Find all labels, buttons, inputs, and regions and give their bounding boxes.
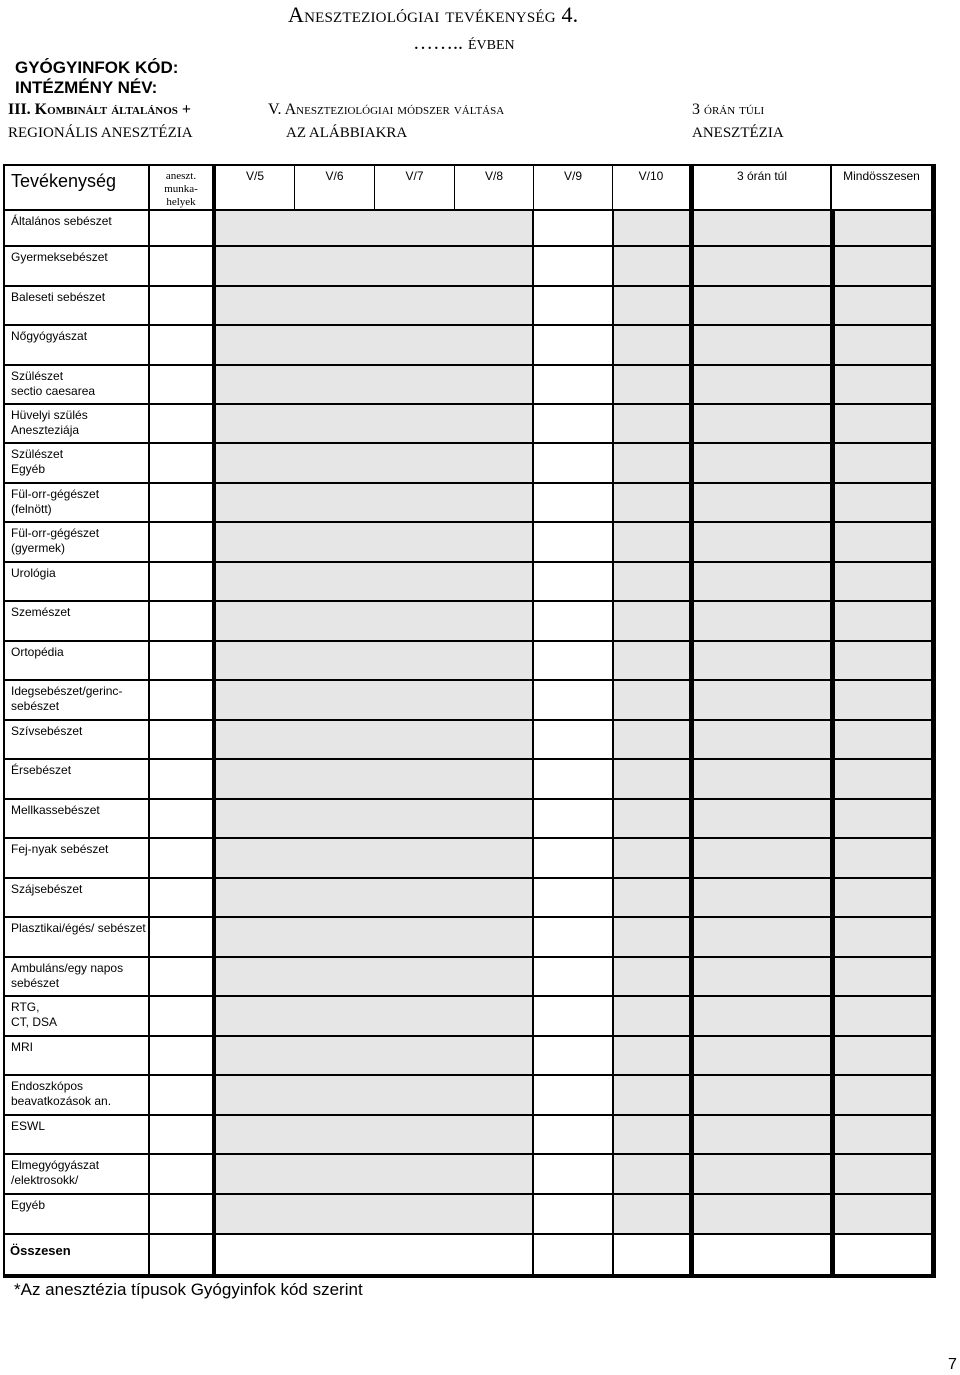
workplaces-cell [150,721,212,758]
cell-v9 [534,958,612,995]
cell-v5-v8 [216,642,532,679]
row-label [5,800,148,837]
cell-v9 [534,287,612,324]
cell-total [835,839,931,877]
row-label-line: CT, DSA [11,1015,58,1029]
cell-total [835,918,931,956]
cell-v5-v8 [216,997,532,1035]
workplaces-cell [150,800,212,837]
row-label [5,1195,148,1233]
cell-total [835,800,931,837]
cell-v10 [614,997,689,1035]
cell-v10 [614,602,689,640]
cell-over-3h [694,760,830,798]
cell-v9 [534,602,612,640]
cell-total [835,366,931,403]
workplaces-cell [150,1037,212,1074]
cell-v5-v8 [216,839,532,877]
row-label-line: Szájsebészet [11,882,83,896]
cell-v10 [614,721,689,758]
cell-over-3h [694,681,830,719]
cell-total [835,287,931,324]
total-workplaces [150,1235,212,1274]
cell-v10 [614,879,689,916]
row-label-line: Urológia [11,566,56,580]
workplaces-cell [150,1076,212,1114]
cell-v9 [534,918,612,956]
cell-v9 [534,642,612,679]
header-column-6: V/10 [613,166,689,209]
cell-over-3h [694,642,830,679]
row-label [5,326,148,364]
cell-over-3h [694,800,830,837]
cell-v5-v8 [216,918,532,956]
cell-total [835,1037,931,1074]
gyoginfok-code-label: GYÓGYINFOK KÓD: [15,58,179,77]
cell-v10 [614,523,689,561]
cell-over-3h [694,563,830,600]
cell-v5-v8 [216,721,532,758]
workplaces-line: helyek [166,196,196,208]
cell-total [835,563,931,600]
cell-v5-v8 [216,444,532,482]
workplaces-cell [150,484,212,521]
cell-v5-v8 [216,247,532,285]
row-label-line: Gyermeksebészet [11,250,108,264]
total-v5-v8 [216,1235,532,1274]
cell-v5-v8 [216,405,532,442]
row-label-line: sebészet [11,699,60,713]
row-label-line: Nőgyógyászat [11,329,88,343]
cell-v9 [534,800,612,837]
total-v9 [534,1235,612,1274]
cell-over-3h [694,602,830,640]
cell-v10 [614,366,689,403]
row-label-line: Szülészet [11,447,64,461]
row-label [5,879,148,916]
cell-total [835,444,931,482]
row-label [5,681,148,719]
cell-total [835,523,931,561]
cell-total [835,642,931,679]
row-label-line: sectio caesarea [11,384,96,398]
cell-over-3h [694,1037,830,1074]
row-label-line: Egyéb [11,1198,46,1212]
row-label-line: Mellkassebészet [11,803,100,817]
cell-total [835,721,931,758]
page-number: 7 [948,1356,957,1373]
row-label [5,484,148,521]
row-label-line: Szülészet [11,369,64,383]
cell-v5-v8 [216,326,532,364]
row-label [5,760,148,798]
cell-over-3h [694,484,830,521]
cell-v5-v8 [216,366,532,403]
cell-v5-v8 [216,563,532,600]
cell-v10 [614,1195,689,1233]
workplaces-cell [150,642,212,679]
workplaces-cell [150,1116,212,1153]
total-over-3h [694,1235,830,1274]
cell-total [835,1116,931,1153]
cell-v5-v8 [216,484,532,521]
heading-anesthesia: ANESZTÉZIA [692,125,784,141]
cell-v9 [534,839,612,877]
row-label [5,1076,148,1114]
row-label-line: Ortopédia [11,645,64,659]
activity-table [3,164,936,1278]
workplaces-cell [150,879,212,916]
cell-v10 [614,1076,689,1114]
workplaces-cell [150,1195,212,1233]
cell-total [835,602,931,640]
heading-regional-anesthesia: REGIONÁLIS ANESZTÉZIA [8,125,193,141]
cell-over-3h [694,287,830,324]
cell-v5-v8 [216,211,532,245]
cell-v9 [534,563,612,600]
row-label [5,1037,148,1074]
cell-v10 [614,1037,689,1074]
cell-over-3h [694,918,830,956]
workplaces-cell [150,211,212,245]
cell-over-3h [694,721,830,758]
cell-over-3h [694,1076,830,1114]
cell-v5-v8 [216,1076,532,1114]
total-label: Összesen [5,1235,148,1274]
cell-over-3h [694,997,830,1035]
row-label-line: Baleseti sebészet [11,290,106,304]
row-label-line: Általános sebészet [11,214,112,228]
cell-over-3h [694,444,830,482]
row-label-line: Idegsebészet/gerinc- [11,684,123,698]
row-label [5,997,148,1035]
cell-v5-v8 [216,958,532,995]
row-label [5,918,148,956]
workplaces-line: munka- [164,183,198,195]
row-label-line: Érsebészet [11,763,72,777]
cell-v9 [534,760,612,798]
cell-v5-v8 [216,1116,532,1153]
cell-over-3h [694,1155,830,1193]
cell-v9 [534,721,612,758]
header-column-5: V/9 [534,166,612,209]
workplaces-cell [150,247,212,285]
total-total [835,1235,931,1274]
row-label-line: Szemészet [11,605,71,619]
cell-total [835,1155,931,1193]
header-activity: Tevékenység [5,166,148,209]
cell-v10 [614,247,689,285]
workplaces-cell [150,366,212,403]
workplaces-cell [150,523,212,561]
cell-v9 [534,997,612,1035]
header-workplaces [150,166,212,209]
cell-total [835,958,931,995]
cell-v10 [614,681,689,719]
row-label-line: (gyermek) [11,541,66,555]
cell-total [835,405,931,442]
workplaces-cell [150,958,212,995]
cell-v10 [614,839,689,877]
row-label-line: Plasztikai/égés/ sebészet [11,921,146,935]
row-label [5,839,148,877]
cell-over-3h [694,958,830,995]
cell-v9 [534,211,612,245]
row-label [5,405,148,442]
cell-v5-v8 [216,287,532,324]
heading-method-change: V. Aneszteziológiai módszer váltása [268,101,505,118]
cell-v9 [534,484,612,521]
row-label [5,366,148,403]
heading-to-following: AZ ALÁBBIAKRA [286,125,408,141]
cell-v9 [534,1116,612,1153]
cell-total [835,997,931,1035]
cell-v10 [614,800,689,837]
cell-v9 [534,326,612,364]
cell-total [835,211,931,245]
workplaces-cell [150,839,212,877]
cell-total [835,681,931,719]
row-label [5,523,148,561]
row-label [5,287,148,324]
heading-combined-anesthesia: III. Kombinált általános + [8,101,191,118]
cell-v9 [534,247,612,285]
row-label [5,1116,148,1153]
cell-v9 [534,879,612,916]
institution-name-label: INTÉZMÉNY NÉV: [15,78,158,97]
row-label-line: Fül-orr-gégészet [11,487,100,501]
cell-v10 [614,287,689,324]
row-label-line: Fül-orr-gégészet [11,526,100,540]
cell-v5-v8 [216,760,532,798]
row-label-line: beavatkozások an. [11,1094,112,1108]
cell-v10 [614,642,689,679]
row-label-line: Endoszkópos [11,1079,84,1093]
row-label [5,602,148,640]
workplaces-cell [150,760,212,798]
workplaces-cell [150,1155,212,1193]
cell-v9 [534,681,612,719]
cell-over-3h [694,523,830,561]
cell-total [835,1076,931,1114]
row-label [5,444,148,482]
workplaces-cell [150,681,212,719]
cell-v9 [534,405,612,442]
year-line: …….. évben [413,32,515,54]
cell-v10 [614,444,689,482]
cell-total [835,879,931,916]
workplaces-cell [150,405,212,442]
row-label-line: RTG, [11,1000,40,1014]
header-column-8: Mindösszesen [832,166,931,209]
row-label-line: /elektrosokk/ [11,1173,79,1187]
total-v10 [614,1235,689,1274]
row-label [5,642,148,679]
cell-v5-v8 [216,602,532,640]
row-label [5,247,148,285]
header-column-7: 3 órán túl [694,166,830,209]
cell-v10 [614,211,689,245]
cell-v9 [534,1037,612,1074]
cell-total [835,484,931,521]
row-label-line: ESWL [11,1119,46,1133]
cell-v5-v8 [216,1037,532,1074]
cell-over-3h [694,1116,830,1153]
workplaces-cell [150,563,212,600]
row-label-line: Elmegyógyászat [11,1158,100,1172]
row-label-line: Egyéb [11,462,46,476]
heading-over-3-hours: 3 órán túli [692,101,765,118]
cell-v5-v8 [216,1195,532,1233]
cell-over-3h [694,879,830,916]
footnote: *Az anesztézia típusok Gyógyinfok kód szerint [14,1280,363,1299]
cell-v5-v8 [216,1155,532,1193]
cell-over-3h [694,211,830,245]
row-label [5,211,148,245]
row-label-line: Aneszteziája [11,423,80,437]
cell-v5-v8 [216,879,532,916]
row-label-line: Szívsebészet [11,724,83,738]
workplaces-cell [150,918,212,956]
cell-v10 [614,563,689,600]
cell-v5-v8 [216,523,532,561]
cell-over-3h [694,1195,830,1233]
cell-v5-v8 [216,681,532,719]
cell-v10 [614,484,689,521]
cell-total [835,326,931,364]
cell-v10 [614,760,689,798]
cell-total [835,1195,931,1233]
cell-over-3h [694,366,830,403]
cell-v10 [614,918,689,956]
cell-total [835,760,931,798]
row-label-line: (felnött) [11,502,52,516]
row-label-line: Hüvelyi szülés [11,408,88,422]
workplaces-cell [150,287,212,324]
header-column-3: V/7 [375,166,454,209]
workplaces-cell [150,997,212,1035]
workplaces-cell [150,602,212,640]
row-label-line: sebészet [11,976,60,990]
cell-over-3h [694,405,830,442]
cell-v9 [534,523,612,561]
header-column-2: V/6 [295,166,374,209]
row-label-line: Ambuláns/egy napos [11,961,124,975]
cell-v5-v8 [216,800,532,837]
cell-v9 [534,1195,612,1233]
header-column-1: V/5 [216,166,294,209]
cell-v9 [534,366,612,403]
row-label [5,1155,148,1193]
cell-v10 [614,405,689,442]
row-label [5,958,148,995]
cell-over-3h [694,247,830,285]
row-label [5,721,148,758]
workplaces-cell [150,444,212,482]
cell-v9 [534,444,612,482]
cell-v10 [614,958,689,995]
cell-v9 [534,1155,612,1193]
cell-total [835,247,931,285]
row-label [5,563,148,600]
row-label-line: Fej-nyak sebészet [11,842,109,856]
document-title: Aneszteziológiai tevékenység 4. [288,2,579,27]
cell-v10 [614,1155,689,1193]
cell-v9 [534,1076,612,1114]
workplaces-line: aneszt. [165,170,197,182]
header-column-4: V/8 [455,166,533,209]
row-label-line: MRI [11,1040,33,1054]
workplaces-cell [150,326,212,364]
cell-over-3h [694,326,830,364]
cell-v10 [614,326,689,364]
cell-over-3h [694,839,830,877]
cell-v10 [614,1116,689,1153]
